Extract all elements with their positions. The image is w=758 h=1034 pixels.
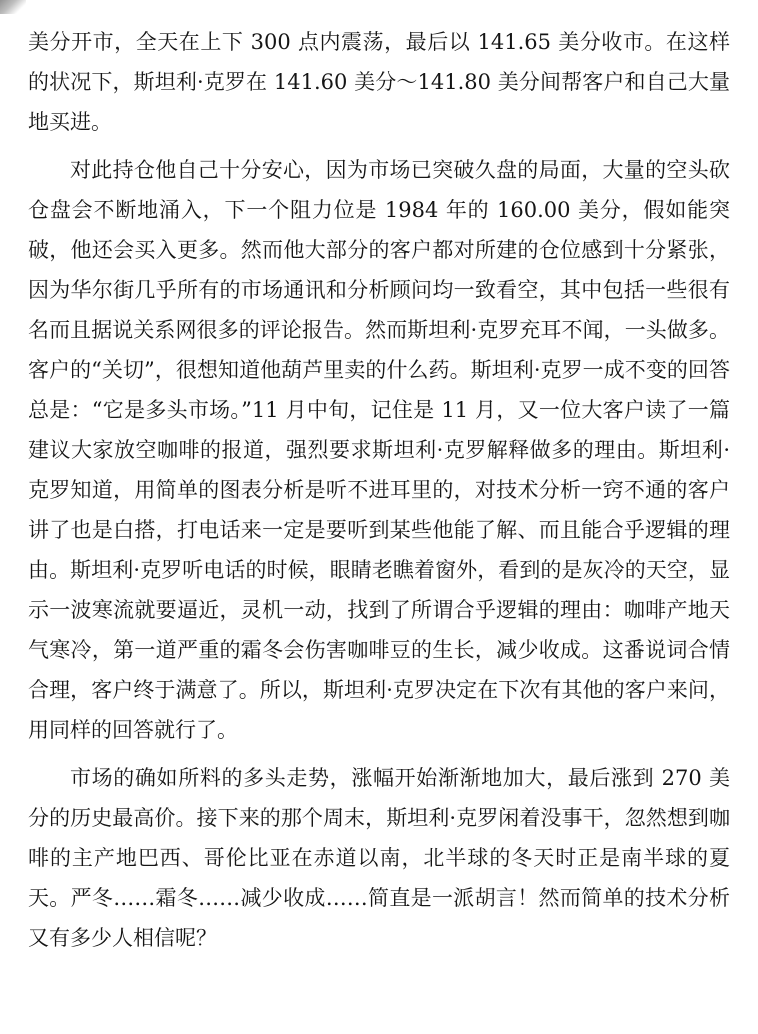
paragraph-2: 对此持仓他自己十分安心，因为市场已突破久盘的局面，大量的空头砍仓盘会不断地涌入，下一个阻力位是 1984 年的 160.00 美分，假如能突破，他还会买入更多。然而他大部分的客户都对所建的仓位感到十分紧张，因为华尔街几乎所有的市场通讯和分析顾问均一致看空，其中包括一些很有名而且据说关系网很多的评论报告。然而斯坦利·克罗充耳不闻，一头做多。客户的“关切”，很想知道他葫芦里卖的什么药。斯坦利·克罗一成不变的回答总是：“它是多头市场。”11 月中旬，记住是 11 月，又一位大客户读了一篇建议大家放空咖啡的报道，强烈要求斯坦利·克罗解释做多的理由。斯坦利·克罗知道，用简单的图表分析是听不进耳里的，对技术分析一窍不通的客户讲了也是白搭，打电话来一定是要听到某些他能了解、而且能合乎逻辑的理由。斯坦利·克罗听电话的时候，眼睛老瞧着窗外，看到的是灰冷的天空，显示一波寒流就要逼近，灵机一动，找到了所谓合乎逻辑的理由：咖啡产地天气寒冷，第一道严重的霜冬会伤害咖啡豆的生长，减少收成。这番说词合情合理，客户终于满意了。所以，斯坦利·克罗决定在下次有其他的客户来问，用同样的回答就行了。 (28, 158, 730, 742)
paragraph-3: 市场的确如所料的多头走势，涨幅开始渐渐地加大，最后涨到 270 美分的历史最高价。接下来的那个周末，斯坦利·克罗闲着没事干，忽然想到咖啡的主产地巴西、哥伦比亚在赤道以南，北半球的冬天时正是南半球的夏天。严冬……霜冬……减少收成……简直是一派胡言！然而简单的技术分析又有多少人相信呢？ (28, 766, 730, 950)
document-page (28, 22, 730, 966)
paragraph-1: 美分开市，全天在上下 300 点内震荡，最后以 141.65 美分收市。在这样的状况下，斯坦利·克罗在 141.60 美分～141.80 美分间帮客户和自己大量地买进。 (28, 30, 730, 134)
scan-corner-mark (0, 0, 26, 14)
